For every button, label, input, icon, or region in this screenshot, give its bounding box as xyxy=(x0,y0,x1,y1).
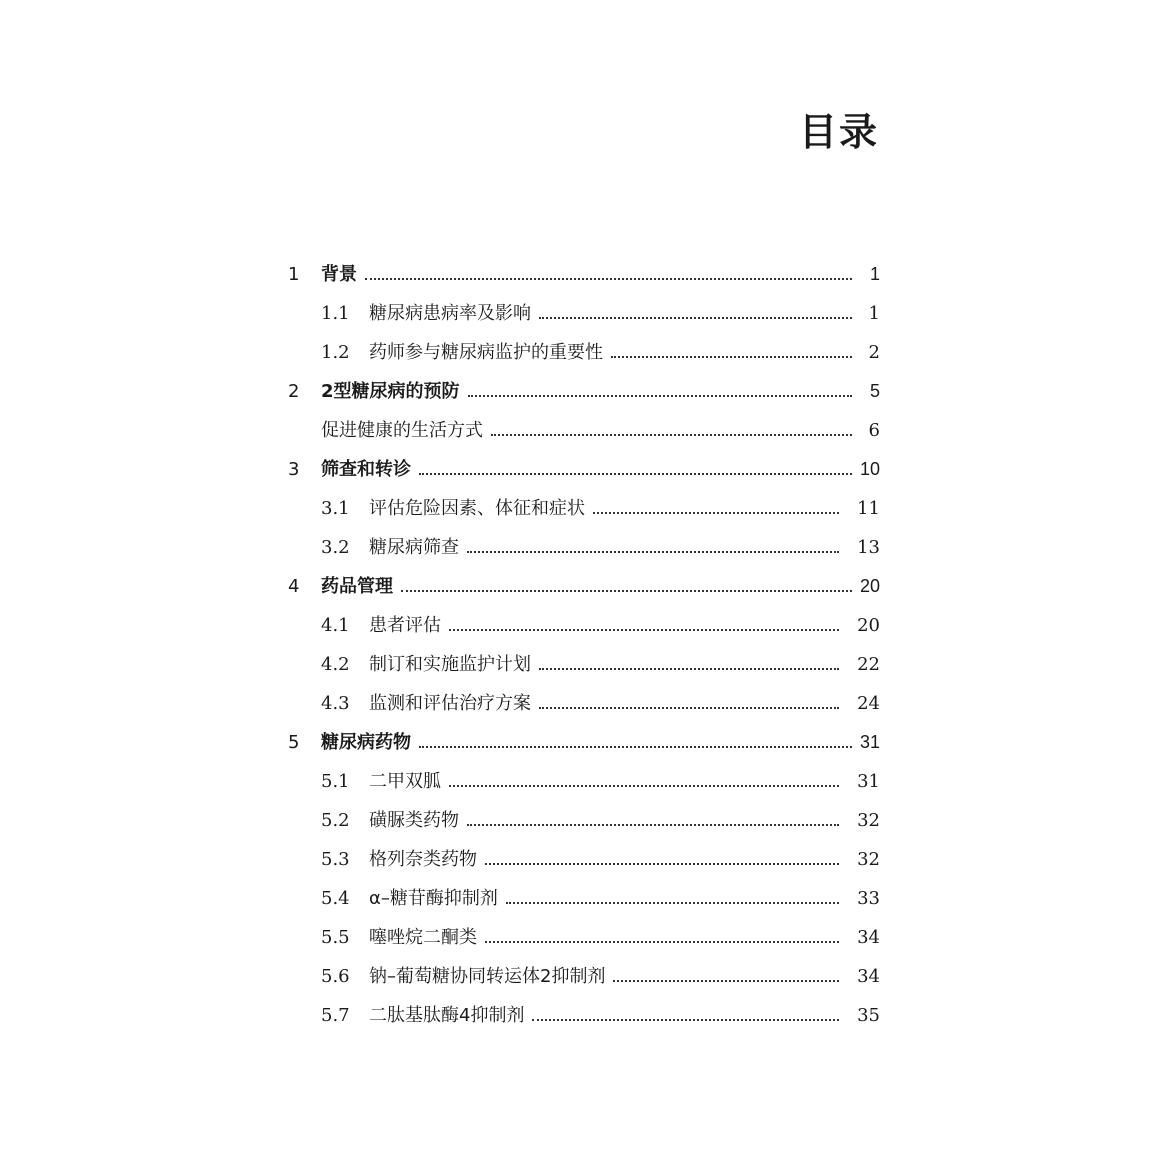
toc-page-number: 5 xyxy=(869,381,880,401)
toc-section-row[interactable] xyxy=(288,879,880,918)
dot-leader xyxy=(468,395,852,397)
toc-entry-number: 5.5 xyxy=(321,927,350,948)
dot-leader xyxy=(449,785,839,787)
toc-chapter-row[interactable] xyxy=(288,723,880,762)
toc-entry-title: 药师参与糖尿病监护的重要性 xyxy=(369,342,603,363)
toc-section-row[interactable] xyxy=(288,294,880,333)
toc-page-number: 33 xyxy=(857,888,880,909)
toc-page-number: 11 xyxy=(857,498,880,519)
toc-page-number: 24 xyxy=(857,693,880,714)
table-of-contents xyxy=(288,255,880,1035)
toc-entry-number: 5.1 xyxy=(321,771,350,792)
toc-entry-number: 5.7 xyxy=(321,1005,350,1026)
toc-page-number: 31 xyxy=(857,771,880,792)
toc-entry-title: 背景 xyxy=(321,264,357,285)
toc-page-number: 34 xyxy=(857,966,880,987)
toc-section-row[interactable] xyxy=(288,606,880,645)
toc-entry-number: 1.2 xyxy=(321,342,350,363)
dot-leader xyxy=(593,512,839,514)
toc-section-row[interactable] xyxy=(288,528,880,567)
dot-leader xyxy=(485,941,839,943)
dot-leader xyxy=(611,356,852,358)
toc-section-row[interactable] xyxy=(288,411,880,450)
toc-entry-title: 2型糖尿病的预防 xyxy=(321,381,460,402)
toc-entry-number: 5.4 xyxy=(321,888,350,909)
toc-entry-title: 监测和评估治疗方案 xyxy=(369,693,531,714)
toc-entry-number: 5.2 xyxy=(321,810,350,831)
toc-section-row[interactable] xyxy=(288,957,880,996)
toc-chapter-row[interactable] xyxy=(288,372,880,411)
toc-page-number: 34 xyxy=(857,927,880,948)
toc-page-number: 2 xyxy=(868,342,880,363)
dot-leader xyxy=(419,746,852,748)
toc-entry-number: 3 xyxy=(288,459,300,480)
toc-chapter-row[interactable] xyxy=(288,567,880,606)
dot-leader xyxy=(401,590,852,592)
toc-section-row[interactable] xyxy=(288,489,880,528)
toc-entry-title: 二甲双胍 xyxy=(369,771,441,792)
toc-entry-title: 噻唑烷二酮类 xyxy=(369,927,477,948)
toc-entry-title: 患者评估 xyxy=(369,615,441,636)
toc-entry-title: α–糖苷酶抑制剂 xyxy=(369,888,498,909)
toc-chapter-row[interactable] xyxy=(288,450,880,489)
toc-section-row[interactable] xyxy=(288,996,880,1035)
toc-entry-number: 5.6 xyxy=(321,966,350,987)
toc-entry-number: 4.3 xyxy=(321,693,350,714)
dot-leader xyxy=(449,629,839,631)
toc-page-number: 32 xyxy=(857,810,880,831)
toc-entry-title: 钠–葡萄糖协同转运体2抑制剂 xyxy=(369,966,606,987)
toc-entry-number: 3.2 xyxy=(321,537,350,558)
page-title: 目录 xyxy=(798,110,879,154)
toc-section-row[interactable] xyxy=(288,840,880,879)
toc-entry-title: 糖尿病筛查 xyxy=(369,537,459,558)
toc-entry-number: 1 xyxy=(288,264,300,285)
toc-chapter-row[interactable] xyxy=(288,255,880,294)
dot-leader xyxy=(613,980,839,982)
toc-entry-title: 制订和实施监护计划 xyxy=(369,654,531,675)
toc-entry-number: 4.2 xyxy=(321,654,350,675)
toc-entry-title: 药品管理 xyxy=(321,576,393,597)
toc-page-number: 1 xyxy=(869,264,880,284)
toc-section-row[interactable] xyxy=(288,801,880,840)
toc-entry-title: 磺脲类药物 xyxy=(369,810,459,831)
toc-entry-title: 糖尿病药物 xyxy=(321,732,411,753)
dot-leader xyxy=(365,278,852,280)
toc-page-number: 20 xyxy=(857,615,880,636)
dot-leader xyxy=(532,1019,839,1021)
toc-entry-number: 4 xyxy=(288,576,300,597)
toc-entry-title: 二肽基肽酶4抑制剂 xyxy=(369,1005,525,1026)
toc-page-number: 22 xyxy=(857,654,880,675)
toc-section-row[interactable] xyxy=(288,684,880,723)
dot-leader xyxy=(491,434,852,436)
dot-leader xyxy=(419,473,852,475)
toc-entry-title: 评估危险因素、体征和症状 xyxy=(369,498,585,519)
toc-page-number: 6 xyxy=(868,420,880,441)
toc-section-row[interactable] xyxy=(288,918,880,957)
toc-page-number: 13 xyxy=(857,537,880,558)
dot-leader xyxy=(539,317,852,319)
toc-entry-number: 3.1 xyxy=(321,498,350,519)
toc-page-number: 1 xyxy=(868,303,880,324)
toc-section-row[interactable] xyxy=(288,333,880,372)
dot-leader xyxy=(506,902,839,904)
toc-entry-title: 筛查和转诊 xyxy=(321,459,411,480)
toc-entry-title: 糖尿病患病率及影响 xyxy=(369,303,531,324)
toc-page-number: 35 xyxy=(857,1005,880,1026)
dot-leader xyxy=(485,863,839,865)
toc-page-number: 10 xyxy=(859,459,880,479)
toc-section-row[interactable] xyxy=(288,762,880,801)
toc-entry-number: 1.1 xyxy=(321,303,350,324)
dot-leader xyxy=(539,707,839,709)
dot-leader xyxy=(467,551,839,553)
toc-entry-number: 5 xyxy=(288,732,300,753)
toc-section-row[interactable] xyxy=(288,645,880,684)
dot-leader xyxy=(467,824,839,826)
toc-page-number: 31 xyxy=(859,732,880,752)
toc-entry-title: 格列奈类药物 xyxy=(369,849,477,870)
toc-entry-number: 4.1 xyxy=(321,615,350,636)
toc-entry-number: 5.3 xyxy=(321,849,350,870)
toc-page-number: 20 xyxy=(859,576,880,596)
toc-entry-number: 2 xyxy=(288,381,300,402)
toc-page-number: 32 xyxy=(857,849,880,870)
dot-leader xyxy=(539,668,839,670)
toc-entry-title: 促进健康的生活方式 xyxy=(321,420,483,441)
